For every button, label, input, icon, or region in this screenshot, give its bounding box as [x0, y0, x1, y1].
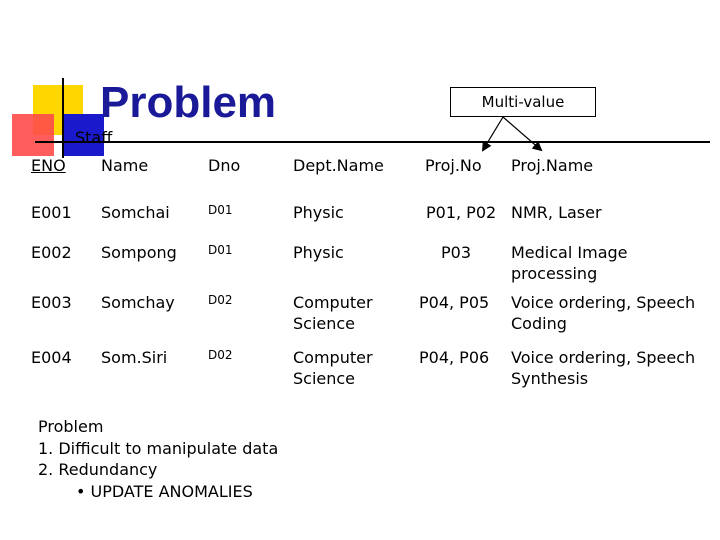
- cell-dept: Physic: [293, 203, 344, 222]
- cell-projno: P04, P05: [419, 293, 490, 312]
- problem-notes: [38, 416, 278, 502]
- cell-dno: D01: [208, 203, 233, 217]
- multi-value-callout: Multi-value: [450, 87, 596, 117]
- cell-projno: P04, P06: [419, 348, 490, 367]
- cell-projname-line2: Coding: [511, 314, 567, 333]
- cell-name: Som.Siri: [101, 348, 168, 367]
- header-eno: ENO: [31, 156, 66, 175]
- slide-title: Problem: [100, 78, 277, 127]
- cell-dno: D01: [208, 243, 233, 257]
- cell-name: Sompong: [101, 243, 177, 262]
- cell-name: Somchai: [101, 203, 170, 222]
- cell-projname-line2: processing: [511, 264, 598, 283]
- cell-dept-line2: Science: [293, 369, 356, 388]
- cell-dept-line2: Science: [293, 314, 356, 333]
- table-label: Staff: [75, 128, 113, 147]
- cell-eno: E004: [31, 348, 72, 367]
- notes-heading: Problem: [38, 417, 104, 436]
- cell-dno: D02: [208, 293, 233, 307]
- header-dno: Dno: [208, 156, 241, 175]
- cell-projno: P03: [441, 243, 472, 262]
- arrow-to-projname: [503, 117, 541, 150]
- cell-name: Somchay: [101, 293, 175, 312]
- cell-projname-line1: Voice ordering, Speech: [511, 293, 696, 312]
- cell-eno: E003: [31, 293, 72, 312]
- cell-projname-line1: Medical Image: [511, 243, 628, 262]
- header-projname: Proj.Name: [511, 156, 594, 175]
- cell-eno: E002: [31, 243, 72, 262]
- cell-dept-line1: Computer: [293, 293, 373, 312]
- header-projno: Proj.No: [425, 156, 482, 175]
- cell-projno: P01, P02: [426, 203, 497, 222]
- cell-projname-line2: Synthesis: [511, 369, 589, 388]
- header-deptname: Dept.Name: [293, 156, 384, 175]
- notes-sub-item: • UPDATE ANOMALIES: [76, 481, 253, 501]
- cell-dept: Physic: [293, 243, 344, 262]
- cell-dno: D02: [208, 348, 233, 362]
- notes-item: 1. Difficult to manipulate data: [38, 438, 279, 458]
- notes-item: 2. Redundancy: [38, 460, 158, 479]
- cell-eno: E001: [31, 203, 72, 222]
- arrow-to-projno: [483, 117, 503, 150]
- cell-projname-line1: Voice ordering, Speech: [511, 348, 696, 367]
- cell-projname: NMR, Laser: [511, 203, 602, 222]
- cell-dept-line1: Computer: [293, 348, 373, 367]
- header-name: Name: [101, 156, 149, 175]
